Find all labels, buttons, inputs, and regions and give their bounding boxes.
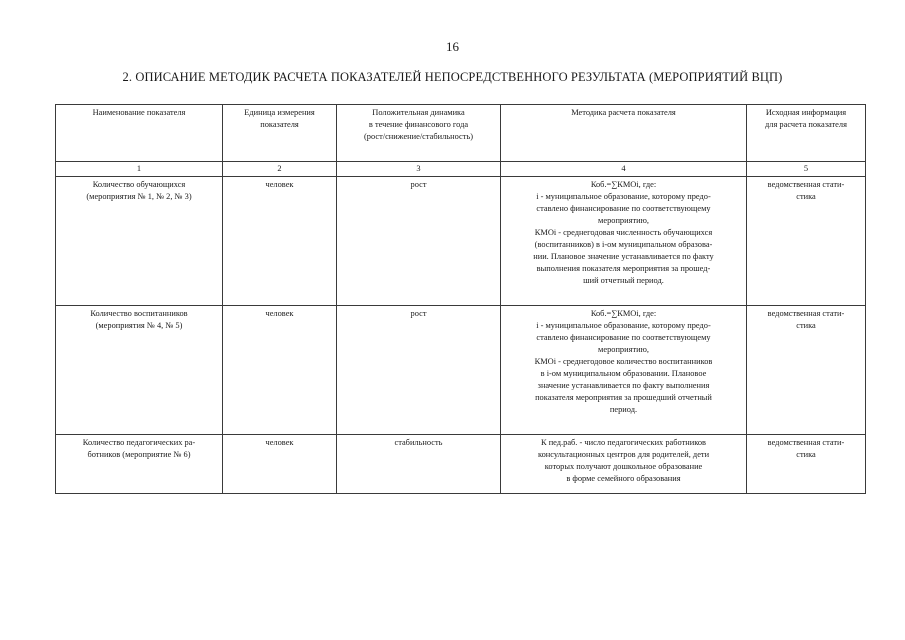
header-cell-dynamics: Положительная динамика в течение финансового года (рост/снижение/стабильность) (337, 105, 501, 162)
column-number: 1 (56, 162, 223, 177)
indicator-name-cell: Количество обучающихся (мероприятия № 1, № 2, № 3) (56, 177, 223, 306)
table-row (56, 177, 866, 306)
unit-cell: человек (223, 435, 337, 494)
column-number: 5 (747, 162, 866, 177)
source-cell: ведомственная стати- стика (747, 435, 866, 494)
section-heading: 2. ОПИСАНИЕ МЕТОДИК РАСЧЕТА ПОКАЗАТЕЛЕЙ НЕПОСРЕДСТВЕННОГО РЕЗУЛЬТАТА (МЕРОПРИЯТИЙ ВЦП) (122, 70, 783, 84)
header-cell-method: Методика расчета показателя (501, 105, 747, 162)
page-number: 16 (446, 39, 459, 54)
indicator-name-cell: Количество педагогических ра- ботников (мероприятие № 6) (56, 435, 223, 494)
method-cell: Коб.=∑КМОi, где: i - муниципальное образование, которому предо- ставлено финансирование по соответствующему мероприятию, КМОi - среднегодовая численность обучающихся (воспитанников) в i-ом муниципальном образова- нии. Плановое значение устанавливается по факту выполнения показателя мероприятия за прошед- ший отчетный период. (501, 177, 747, 306)
methods-table (55, 104, 866, 494)
header-row (56, 105, 866, 162)
column-number: 4 (501, 162, 747, 177)
column-number: 3 (337, 162, 501, 177)
dynamics-cell: рост (337, 177, 501, 306)
column-number: 2 (223, 162, 337, 177)
method-cell: К пед.раб. - число педагогических работников консультационных центров для родителей, дети которых получают дошкольное образование в форме семейного образования (501, 435, 747, 494)
source-cell: ведомственная стати- стика (747, 177, 866, 306)
dynamics-cell: стабильность (337, 435, 501, 494)
header-cell-unit: Единица измерения показателя (223, 105, 337, 162)
indicator-name-cell: Количество воспитанников (мероприятия № 4, № 5) (56, 306, 223, 435)
source-cell: ведомственная стати- стика (747, 306, 866, 435)
column-number-row (56, 162, 866, 177)
dynamics-cell: рост (337, 306, 501, 435)
table-row (56, 306, 866, 435)
unit-cell: человек (223, 306, 337, 435)
unit-cell: человек (223, 177, 337, 306)
method-cell: Коб.=∑КМОi, где: i - муниципальное образование, которому предо- ставлено финансирование по соответствующему мероприятию, КМОi - среднегодовое количество воспитанников в i-ом муниципальном образовании. Плановое значение устанавливается по факту выполнения показателя мероприятия за прошедший отчетный период. (501, 306, 747, 435)
header-cell-source: Исходная информация для расчета показателя (747, 105, 866, 162)
table-row (56, 435, 866, 494)
header-cell-name: Наименование показателя (56, 105, 223, 162)
